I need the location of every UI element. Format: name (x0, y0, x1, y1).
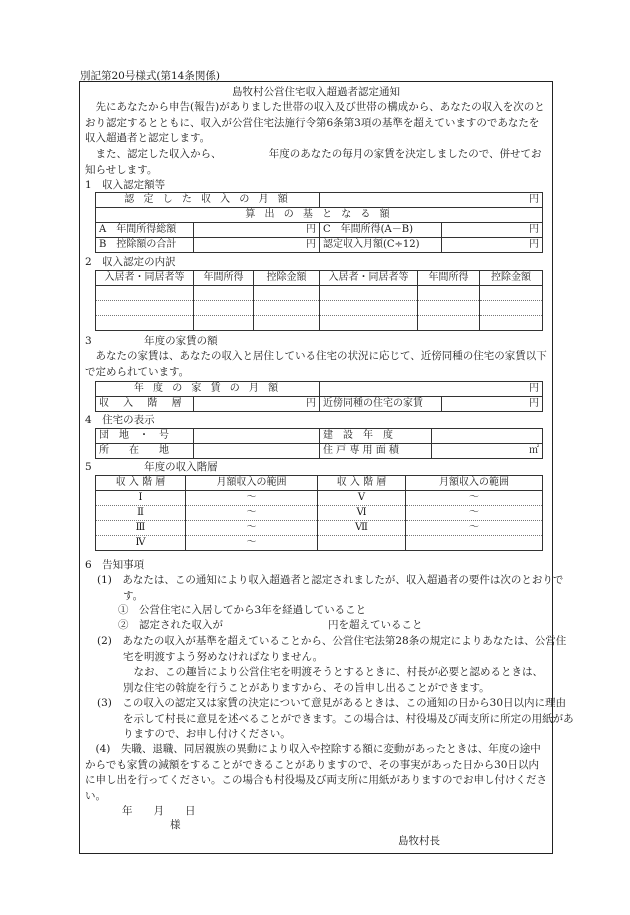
income-tier-value: 円 (194, 397, 320, 412)
annual-income-value: 円 (194, 223, 320, 238)
nearby-rent-value: 円 (442, 397, 543, 412)
annual-income-label: A 年間所得総額 (96, 223, 194, 238)
notice-item-1: (1) あなたは、この通知により収入超過者と認定されましたが、収入超過者の要件は次のとおりです。 (97, 574, 564, 602)
form-number: 別記第20号様式(第14条関係) (80, 70, 220, 82)
col-tier: 収 入 階 層 (318, 476, 406, 491)
floor-area-unit: ㎡ (432, 444, 543, 459)
monthly-certified-label: 認定収入月額(C÷12) (320, 238, 442, 253)
intro-paragraph-2: また、認定した収入から、 年度のあなたの毎月の家賃を決定しましたので、併せてお知らせします。 (85, 148, 542, 176)
notice-item-1a: ① 公営住宅に入居してから3年を経過していること (118, 604, 367, 616)
notice-item-4: (4) 失職、退職、同居親族の異動により収入や控除する額に変動があったときは、年度の途中からでも家賃の減額をすることができることがありますので、その事実があった日から30日以内に申し出を行ってください。この場合も村役場及び両支所に用紙がありますのでお申し付けください。 (85, 743, 547, 802)
date-line: 年 月 日 (122, 805, 196, 817)
range-cell: ～ (186, 491, 318, 506)
floor-area-label: 住 戸 専 用 面 積 (320, 444, 432, 459)
table-row (96, 286, 543, 301)
range-cell: ～ (406, 521, 543, 536)
income-breakdown-table (95, 270, 543, 331)
col-resident: 入居者・同居者等 (96, 271, 194, 286)
section-1-heading: 1 収入認定額等 (85, 179, 166, 191)
notice-item-2: (2) あなたの収入が基準を超えていることから、公営住宅法第28条の規定によりあなたは、公営住宅を明渡すよう努めなければなりません。 (97, 635, 567, 663)
tier-cell: Ⅰ (96, 491, 186, 506)
col-range: 月額収入の範囲 (406, 476, 543, 491)
annual-net-income-value: 円 (442, 223, 543, 238)
notice-item-2-note: なお、この趣旨により公営住宅を明渡そうとするときに、村長が必要と認めるときは、別な住宅の斡旋を行うことがありますから、その旨申し出ることができます。 (123, 666, 543, 694)
tier-cell: Ⅱ (96, 506, 186, 521)
table-row (96, 521, 543, 536)
tier-cell: Ⅵ (318, 506, 406, 521)
tier-cell: Ⅴ (318, 491, 406, 506)
section-3-heading: 3 年度の家賃の額 (85, 335, 218, 347)
notice-item-1b: ② 認定された収入が 円を超えていること (118, 619, 423, 631)
table-row (96, 301, 543, 316)
monthly-certified-value: 円 (442, 238, 543, 253)
range-cell: ～ (186, 521, 318, 536)
issuer-name: 島牧村長 (398, 835, 440, 847)
construction-year-label: 建 設 年 度 (320, 429, 432, 444)
col-deduction: 控除金額 (480, 271, 543, 286)
housing-table (95, 428, 543, 459)
location-label: 所 在 地 (96, 444, 194, 459)
monthly-rent-value: 円 (320, 382, 543, 397)
col-tier: 収 入 階 層 (96, 476, 186, 491)
range-cell: ～ (186, 536, 318, 551)
col-annual-income: 年間所得 (418, 271, 480, 286)
monthly-income-label: 認 定 し た 収 入 の 月 額 (96, 193, 320, 208)
col-deduction: 控除金額 (254, 271, 320, 286)
income-tier-table (95, 475, 543, 551)
section-6-heading: 6 告知事項 (85, 559, 145, 571)
table-row (96, 316, 543, 331)
income-table (95, 192, 543, 253)
monthly-rent-label: 年 度 の 家 賃 の 月 額 (96, 382, 320, 397)
range-cell: ～ (406, 506, 543, 521)
deduction-total-value: 円 (194, 238, 320, 253)
rent-explanation: あなたの家賃は、あなたの収入と居住している住宅の状況に応じて、近傍同種の住宅の家賃以下で定められています。 (85, 350, 547, 378)
nearby-rent-label: 近傍同種の住宅の家賃 (320, 397, 442, 412)
col-resident: 入居者・同居者等 (320, 271, 418, 286)
deduction-total-label: B 控除額の合計 (96, 238, 194, 253)
tier-cell: Ⅲ (96, 521, 186, 536)
tier-cell: Ⅳ (96, 536, 186, 551)
notice-item-3: (3) この収入の認定又は家賃の決定について意見があるときは、この通知の日から30日以内に理由を示して村長に意見を述べることができます。この場合は、村役場及び両支所に所定の用紙がありますので、お申し付けください。 (97, 697, 574, 740)
rent-table (95, 381, 543, 412)
range-cell: ～ (186, 506, 318, 521)
intro-paragraph: 先にあなたから申告(報告)がありました世帯の収入及び世帯の構成から、あなたの収入を次のとおり認定するとともに、収入が公営住宅法施行令第6条第3項の基準を超えていますのであなたを収入超過者と認定します。 (85, 101, 545, 144)
col-annual-income: 年間所得 (194, 271, 254, 286)
section-2-heading: 2 収入認定の内訳 (85, 256, 176, 268)
page-title: 島牧村公営住宅収入超過者認定通知 (232, 86, 400, 98)
annual-net-income-label: C 年間所得(A－B) (320, 223, 442, 238)
section-5-heading: 5 年度の収入階層 (85, 461, 218, 473)
section-4-heading: 4 住宅の表示 (85, 414, 155, 426)
col-range: 月額収入の範囲 (186, 476, 318, 491)
monthly-income-value: 円 (320, 193, 543, 208)
table-row (96, 491, 543, 506)
income-tier-label: 収 入 階 層 (96, 397, 194, 412)
tier-cell: Ⅶ (318, 521, 406, 536)
basis-label: 算 出 の 基 と な る 額 (96, 208, 543, 223)
table-row (96, 506, 543, 521)
danchi-label: 団 地 ・ 号 (96, 429, 194, 444)
addressee-honorific: 様 (170, 819, 181, 831)
table-row (96, 536, 543, 551)
range-cell: ～ (406, 491, 543, 506)
